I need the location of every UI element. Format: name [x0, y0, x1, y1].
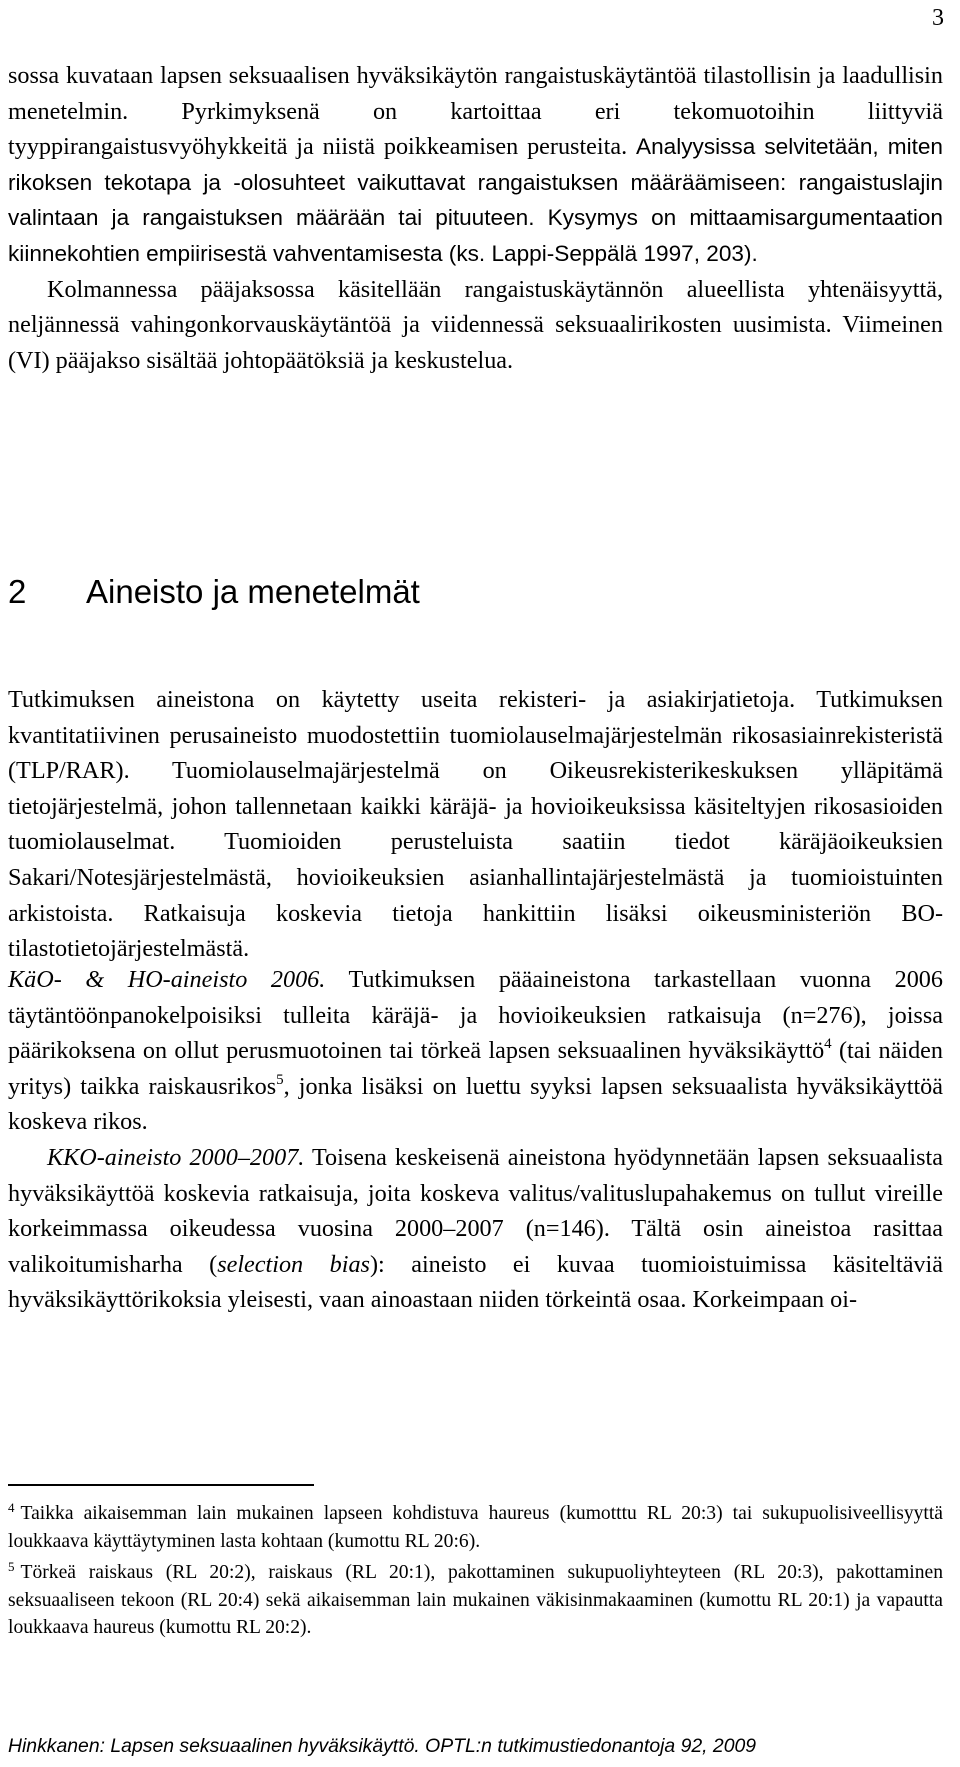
kko-lead: KKO-aineisto 2000–2007.	[47, 1143, 305, 1171]
kao-ho-text-c: , jonka lisäksi on luettu syyksi lapsen seksuaalista hyväksikäyttöä koskeva rikos.	[8, 1072, 944, 1136]
intro-sentence-2: Analyysissa selvitetään, miten rikoksen tekotapa ja -olosuhteet vaikuttavat rangaistuksen määräämiseen: rangaistuslajin valintaan ja rangaistuksen määrään tai pituuteen. Kysymys on mittaamisargumentaation kiinnekohtien empiirisestä vahventamisesta (ks. Lappi-Seppälä 1997, 203).	[8, 134, 943, 266]
kao-ho-paragraph	[8, 962, 943, 1140]
selection-bias-term: selection bias	[217, 1250, 370, 1278]
intro-sentence-3: Kolmannessa pääjaksossa käsitellään rangaistuskäytännön alueellista yhtenäisyyttä, neljännessä vahingonkorvauskäytäntöä ja viidennessä seksuaalirikosten uusimista. Viimeinen (VI) pääjakso sisältää johtopäätöksiä ja keskustelua.	[8, 275, 943, 374]
kao-ho-lead: KäO- & HO-aineisto 2006.	[8, 966, 326, 993]
page-number: 3	[932, 5, 944, 31]
footnote-4-text: Taikka aikaisemman lain mukainen lapseen kohdistuva haureus (kumotttu RL 20:3) tai sukupuolisiveellisyyttä loukkaava käyttäytyminen lasta kohtaan (kumottu RL 20:6).	[8, 1503, 943, 1552]
methods-paragraph-1	[8, 682, 943, 967]
kao-ho-text-a: Tutkimuksen pääaineistona tarkastellaan vuonna 2006 täytäntöönpanokelpoisiksi tulleita käräjä- ja hovioikeuksien ratkaisuja (n=276), joissa päärikoksena on ollut perusmuotoinen tai törkeä lapsen seksuaalinen hyväksikäyttö	[8, 966, 943, 1065]
footnote-ref-5[interactable]: 5	[276, 1071, 284, 1088]
kko-text-a: Toisena keskeisenä aineistona hyödynnetään lapsen seksuaalista hyväksikäyttöä koskevia ratkaisuja, joita koskeva valitus/valituslupahakemus on tullut vireille korkeimmassa oikeudessa vuosina 2000–2007 (n=146). Tältä osin aineistoa rasittaa valikoitumisharha (	[8, 1143, 943, 1278]
kko-text-b: ): aineisto ei kuvaa tuomioistuimissa käsiteltäviä hyväksikäyttörikoksia yleisesti, vaan ainoastaan niiden törkeintä osaa. Korkeimpaan oi-	[8, 1250, 943, 1314]
footnote-ref-4[interactable]: 4	[824, 1036, 832, 1053]
section-title: Aineisto ja menetelmät	[86, 573, 420, 610]
methods-text-1: Tutkimuksen aineistona on käytetty useita rekisteri- ja asiakirjatietoja. Tutkimuksen kvantitatiivinen perusaineisto muodostettiin tuomiolauselmajärjestelmän rikosasiainrekisteristä (TLP/RAR). Tuomiolauselmajärjestelmä on Oikeusrekisterikeskuksen ylläpitämä tietojärjestelmä, johon tallennetaan kaikki käräjä- ja hovioikeuksissa käsiteltyjen rikosasioiden tuomiolauselmat. Tuomioiden perusteluista saatiin tiedot käräjäoikeuksien Sakari/Notesjärjestelmästä, hovioikeuksien asianhallintajärjestelmästä ja tuomioistuinten arkistoista. Ratkaisuja koskevia tietoja hankittiin lisäksi oikeusministeriön BO-tilastotietojärjestelmästä.	[8, 686, 943, 963]
page-footer: Hinkkanen: Lapsen seksuaalinen hyväksikäyttö. OPTL:n tutkimustiedonantoja 92, 2009	[8, 1735, 757, 1757]
section-number: 2	[8, 573, 27, 610]
footnote-5-number: 5	[8, 1559, 15, 1575]
kao-ho-text-b: (tai näiden yritys) taikka raiskausrikos	[8, 1037, 943, 1100]
footnotes	[8, 1500, 943, 1646]
footnote-divider	[8, 1484, 314, 1486]
methods-paragraphs	[8, 962, 943, 1318]
footnote-5-text: Törkeä raiskaus (RL 20:2), raiskaus (RL 20:1), pakottaminen sukupuoliyhteyteen (RL 20:3), pakottaminen seksuaaliseen tekoon (RL 20:4) sekä aikaisemman lain mukainen väkisinmakaaminen (kumottu RL 20:1) ja vapautta loukkaava haureus (kumottu RL 20:2).	[8, 1562, 943, 1639]
kko-paragraph	[8, 1140, 943, 1318]
footnote-4	[8, 1500, 943, 1555]
intro-paragraph	[8, 58, 943, 378]
section-heading	[8, 572, 420, 612]
intro-sentence-1: sossa kuvataan lapsen seksuaalisen hyväksikäytön rangaistuskäytäntöä tilastollisin ja laadullisin menetelmin. Pyrkimyksenä on kartoittaa eri tekomuotoihin liittyviä tyyppirangaistusvyöhykkeitä ja niistä poikkeamisen perusteita.	[8, 62, 943, 161]
intro-text	[8, 58, 943, 272]
footnote-5	[8, 1559, 943, 1642]
footnote-4-number: 4	[8, 1500, 15, 1515]
